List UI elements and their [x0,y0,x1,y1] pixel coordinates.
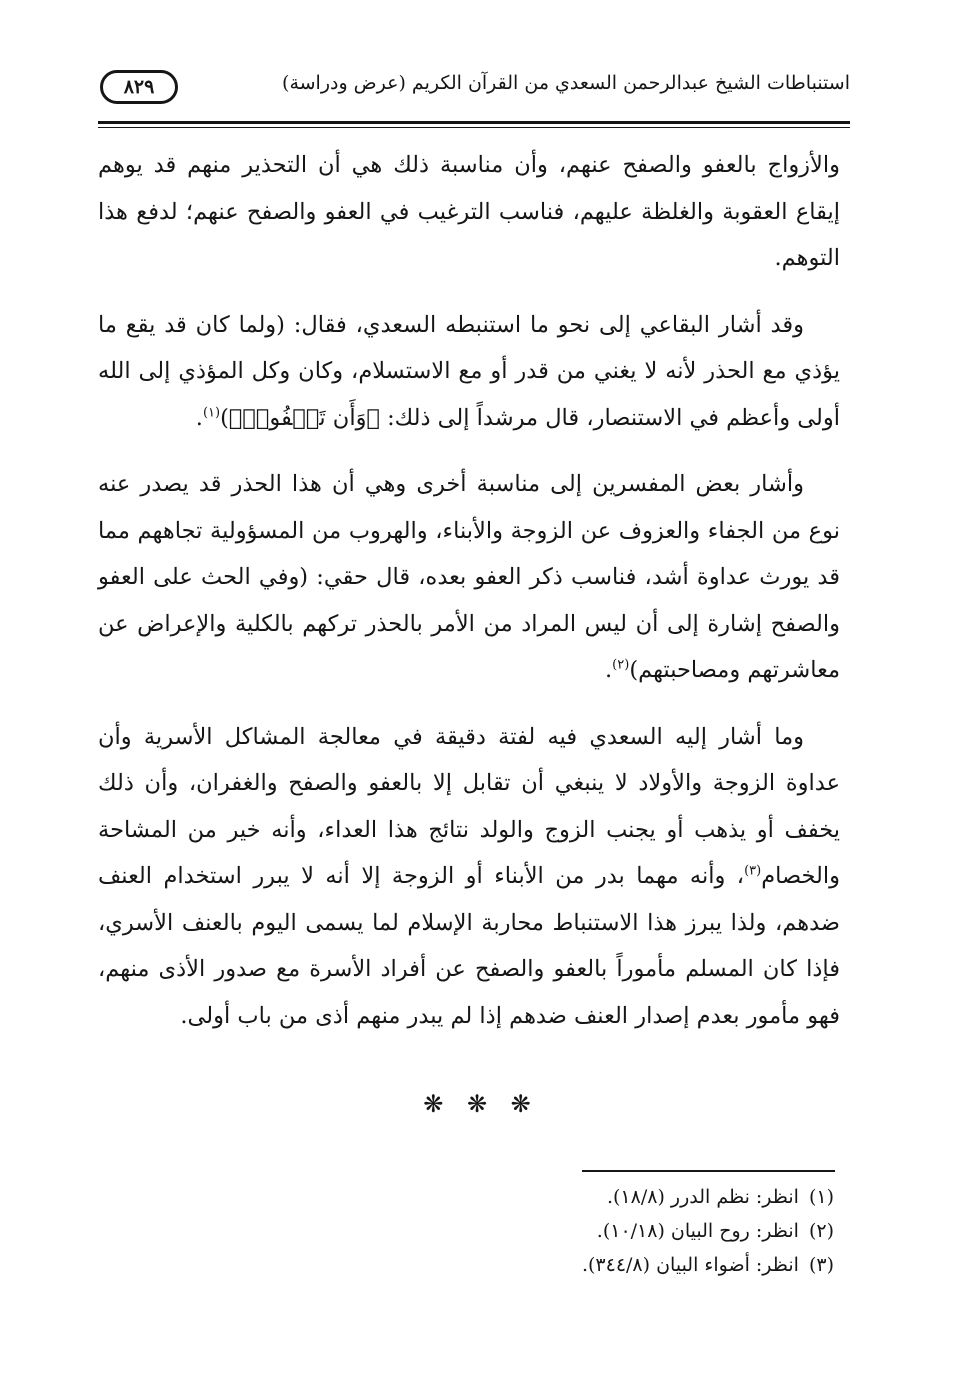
paragraph-3 [98,461,840,694]
header-rule-thick [98,121,850,124]
footnote-3-number: (٣) [808,1254,834,1276]
footnotes [234,1180,834,1282]
running-header [100,62,850,110]
paragraph-3-text: وأشار بعض المفسرين إلى مناسبة أخرى وهي أن هذا الحذر قد يصدر عنه نوع من الجفاء والعزوف عن الزوجة والأبناء، والهروب من المسؤولية تجاههم مما قد يورث عداوة أشد، فناسب ذكر العفو بعده، قال حقي: (وفي الحث على العفو والصفح إشارة إلى أن ليس المراد من الأمر بالحذر تركهم بالكلية والإعراض عن معاشرتهم ومصاحبتهم) [98,471,840,683]
paragraph-1 [98,142,840,282]
paragraph-4-tail: ، وأنه مهما بدر من الأبناء أو الزوجة إلا أنه لا يبرر استخدام العنف ضدهم، ولذا يبرز هذا الاستنباط محاربة الإسلام لما يسمى اليوم بالعنف الأسري، فإذا كان المسلم مأموراً بالعفو والصفح عن أفراد الأسرة مع صدور الأذى منهم، فهو مأمور بعدم إصدار العنف ضدهم إذا لم يبدر منهم أذى من باب أولى. [98,863,840,1029]
book-title: استنباطات الشيخ عبدالرحمن السعدي من القرآن الكريم (عرض ودراسة) [282,72,850,94]
paragraph-4 [98,714,840,1040]
paragraph-1-text: والأزواج بالعفو والصفح عنهم، وأن مناسبة ذلك هي أن التحذير منهم قد يوهم إيقاع العقوبة والغلظة عليهم، فناسب الترغيب في العفو والصفح عنهم؛ لدفع هذا التوهم. [98,152,840,271]
section-separator: ❋ ❋ ❋ [423,1090,539,1118]
paragraph-2-tail: . [195,404,203,431]
page-number-badge: ٨٢٩ [100,70,178,104]
paragraph-3-tail: . [605,657,613,683]
footnote-3 [234,1248,834,1282]
footnote-ref-2: (٢) [612,657,630,673]
footnote-1-number: (١) [808,1186,834,1208]
footnote-1-text: انظر: نظم الدرر (١٨/٨). [606,1186,799,1208]
footnote-2 [234,1214,834,1248]
footnote-2-text: انظر: روح البيان (١٠/١٨). [596,1220,799,1242]
footnote-rule [582,1170,835,1172]
paragraph-4-text: وما أشار إليه السعدي فيه لفتة دقيقة في معالجة المشاكل الأسرية وأن عداوة الزوجة والأولاد لا ينبغي أن تقابل إلا بالعفو والصفح والغفران، وأن ذلك يخفف أو يذهب أو يجنب الزوج والولد نتائج هذا العداء، وأنه خير من المشاحة والخصام [98,723,840,889]
paragraph-2 [98,302,840,442]
footnote-ref-3: (٣) [744,863,762,879]
main-body [98,142,840,1039]
header-rule-thin [98,127,850,128]
paragraph-2-text: وقد أشار البقاعي إلى نحو ما استنبطه السعدي، فقال: (ولما كان قد يقع ما يؤذي مع الحذر لأنه لا يغني من قدر أو مع الاستسلام، وكان وكل المؤذي إلى الله أولى وأعظم في الاستنصار، قال مرشداً إلى ذلك: ﴿وَأَن تَعۡفُوا۟﴾) [98,311,840,431]
footnote-2-number: (٢) [808,1220,834,1242]
footnote-1 [234,1180,834,1214]
footnote-3-text: انظر: أضواء البيان (٣٤٤/٨). [581,1254,799,1276]
footnote-ref-1: (١) [202,405,221,420]
